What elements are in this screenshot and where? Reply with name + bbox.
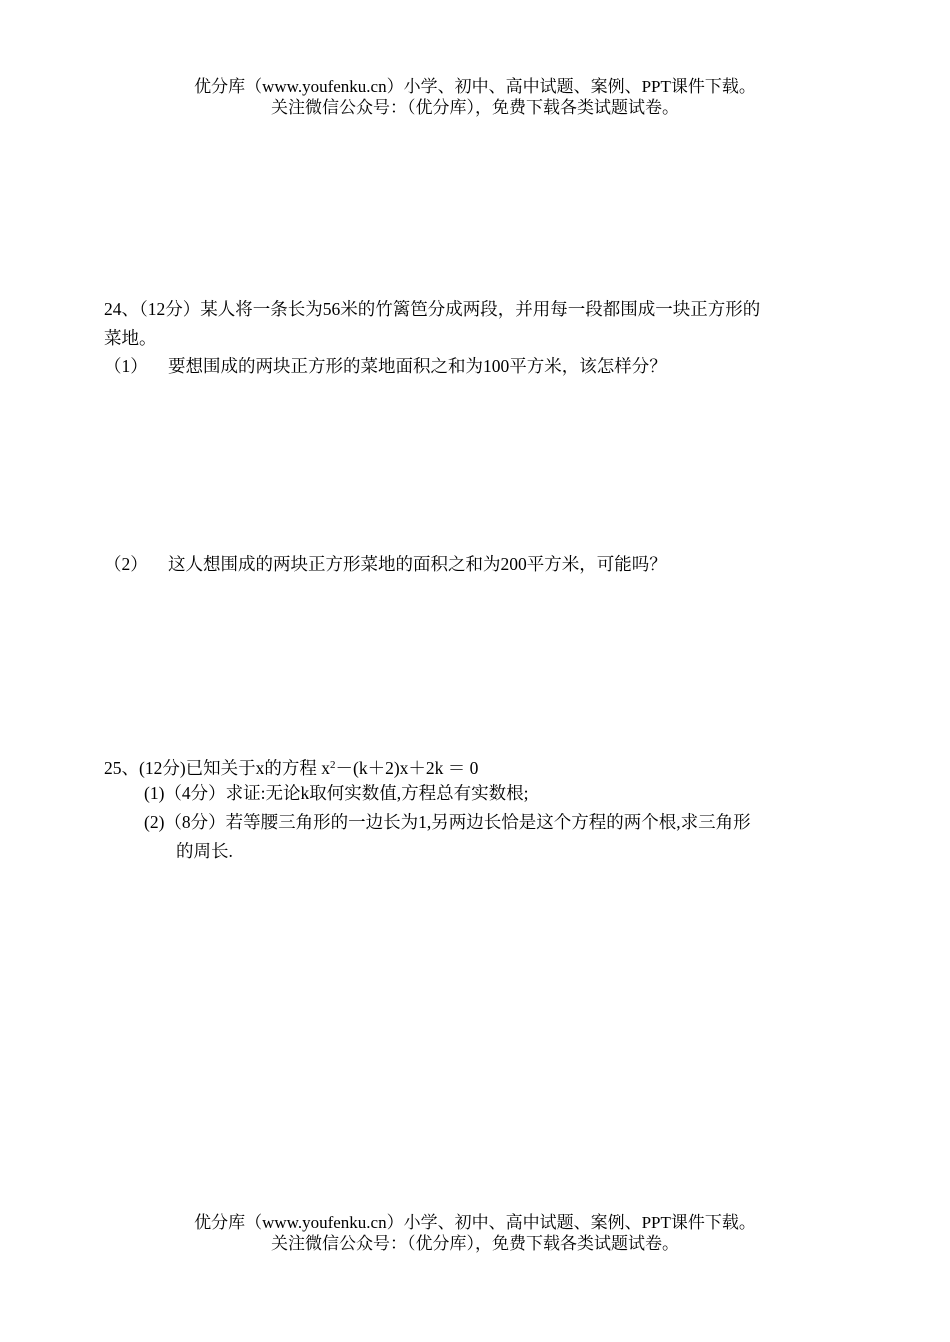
question-25-line-1 [104,754,478,779]
question-25-part-2-line-2: 的周长. [176,841,233,861]
question-24-part-2-label: （2） [104,554,148,574]
question-25-equation-rest: －(k＋2)x＋2k ＝ 0 [335,758,479,778]
question-24-part-2 [104,553,667,575]
page-header [0,76,950,118]
header-line-2: 关注微信公众号：（优分库），免费下载各类试题试卷。 [271,98,679,117]
question-25-part-1: (1)（4分）求证:无论k取何实数值,方程总有实数根; [144,783,529,803]
footer-line-1: 优分库（www.youfenku.cn）小学、初中、高中试题、案例、PPT课件下载。 [194,1213,756,1232]
header-line-1: 优分库（www.youfenku.cn）小学、初中、高中试题、案例、PPT课件下载。 [194,77,756,96]
question-24-part-1-text: 要想围成的两块正方形的菜地面积之和为100平方米，该怎样分？ [168,356,667,376]
question-24-part-1-label: （1） [104,356,148,376]
question-24-line-1: 24、（12分）某人将一条长为56米的竹篱笆分成两段，并用每一段都围成一块正方形的 [104,299,761,319]
exponent: 2 [330,759,336,771]
page-footer [0,1212,950,1254]
question-24-line-2: 菜地。 [104,328,157,348]
question-25-prefix: 25、(12分)已知关于x的方程 x [104,758,331,778]
footer-line-2: 关注微信公众号：（优分库），免费下载各类试题试卷。 [271,1234,679,1253]
question-24-part-1 [104,355,667,377]
question-24-part-2-text: 这人想围成的两块正方形菜地的面积之和为200平方米，可能吗？ [168,554,667,574]
question-25-part-2-line-1: (2)（8分）若等腰三角形的一边长为1,另两边长恰是这个方程的两个根,求三角形 [144,812,751,832]
